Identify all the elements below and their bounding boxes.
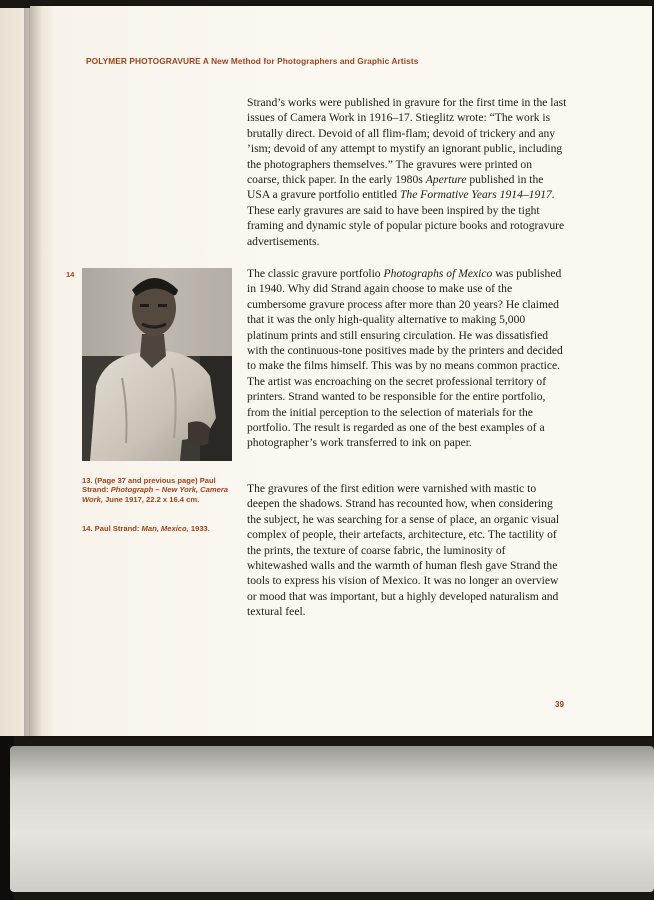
lower-page-surface <box>10 746 654 892</box>
text-run: 14. Paul Strand: <box>82 524 142 533</box>
text-run: published in the USA a gravure portfolio entitled <box>247 173 544 202</box>
figure-number: 14 <box>66 270 75 279</box>
running-head-subtitle: A New Method for Photographers and Graphic Artists <box>202 56 419 66</box>
page-number: 39 <box>555 700 564 709</box>
body-paragraph-3 <box>247 481 567 620</box>
portrait-illustration <box>82 268 232 461</box>
running-head-series: POLYMER PHOTOGRAVURE <box>86 56 201 66</box>
italic-run: Photographs of Mexico <box>383 267 493 280</box>
text-run: These early gravures are said to have been inspired by the tight framing and dynamic style of popular picture books and rotogravure advertisements. <box>247 203 565 248</box>
italic-run: Aperture <box>425 173 467 187</box>
text-run: 1933. <box>188 524 210 533</box>
text-run: The gravures of the first edition were varnished with mastic to deepen the shadows. Strand has recounted how, when considering the subject, he was searching for a sense of place, an organic visual complex of people, their artefacts, architecture, etc. The tactility of the prints, the texture of coarse fabric, the luminosity of whitewashed walls and the warmth of human flesh gave Strand the tools to express his vision of Mexico. It was no longer an overview or mood that was important, but a highly developed naturalism and textural feel. <box>247 482 560 619</box>
spine-shadow <box>24 6 42 736</box>
text-run: June 1917, 22.2 x 16.4 cm. <box>102 494 200 504</box>
running-head <box>86 56 418 66</box>
text-run: The classic gravure portfolio <box>247 267 384 280</box>
body-paragraph-1 <box>247 95 567 249</box>
caption-13 <box>82 476 242 504</box>
body-paragraph-2 <box>247 266 567 451</box>
italic-run: Man, Mexico, <box>141 524 189 533</box>
text-run: was published in 1940. Why did Strand again choose to make use of the cumbersome gravure process after more than 20 years? He claimed that it was the only high-quality alternative to making 5,000 platinum prints and still ensuring circulation. He was dissatisfied with the continuous-tone positives made by the printers and decided to make the films himself. This was by no means common practice. The artist was encroaching on the secret professional territory of printers. Strand wanted to be responsible for the entire portfolio, from the initial perception to the selection of materials for the portfolio. The result is regarded as one of the best examples of a photographer’s work transferred to ink on paper. <box>247 267 563 450</box>
caption-14 <box>82 524 242 533</box>
photo-man-mexico <box>82 268 232 461</box>
italic-run: The Formative Years 1914–1917. <box>399 188 555 202</box>
text-run: Strand’s works were published in gravure for the first time in the last issues of Camera Work in 1916–17. Stieglitz wrote: “The work is brutally direct. Devoid of all flim-flam; devoid of trickery and any ’ism; devoid of any attempt to mystify an ignorant public, including the photographers themselves.” The gravures were printed on coarse, thick paper. In the early 1980s <box>247 96 567 187</box>
italic-run: Photograph – New York, Camera Work, <box>82 485 229 504</box>
text-run: 13. (Page 37 and previous page) Paul Strand: <box>82 476 216 495</box>
